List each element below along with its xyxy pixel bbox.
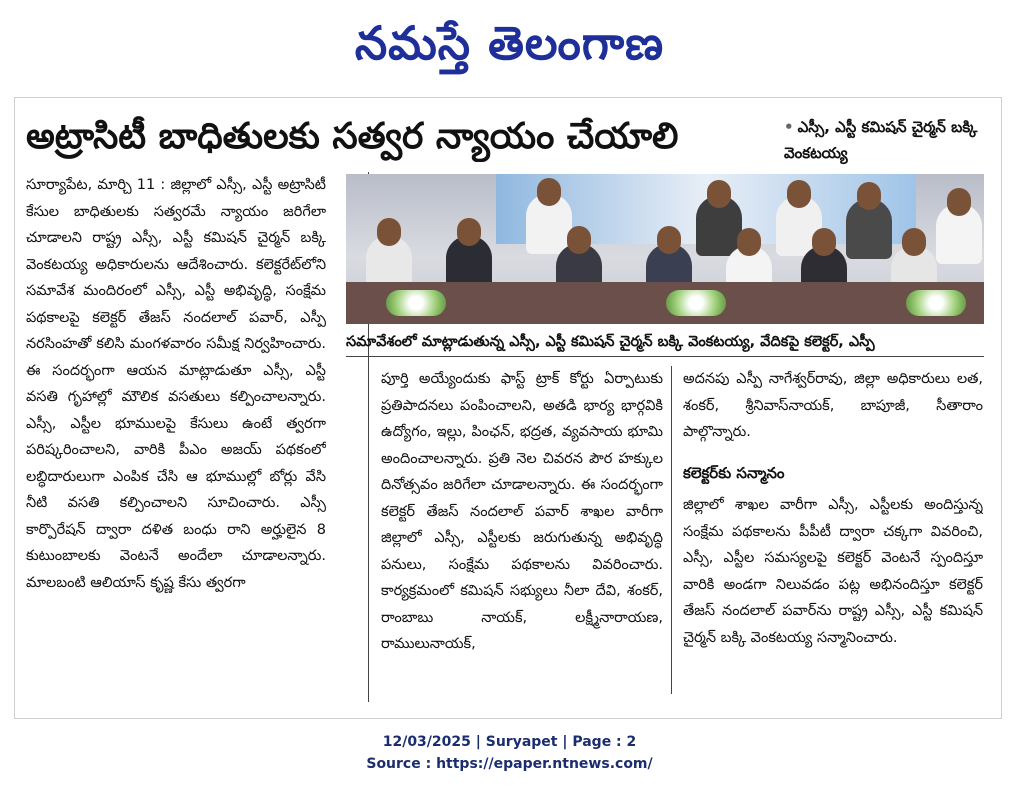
side-story-heading: కలెక్టర్‌కు సన్మానం [683,464,785,482]
person-head [812,228,836,256]
person-head [567,226,591,254]
article-subhead [784,114,994,170]
footer-source-link[interactable]: Source : https://epaper.ntnews.com/ [366,756,653,772]
person-head [902,228,926,256]
footer-date-line: 12/03/2025 | Suryapet | Page : 2 [382,734,637,750]
photo-caption: సమావేశంలో మాట్లాడుతున్న ఎస్సీ, ఎస్టీ కమిషన్ చైర్మన్ బక్కి వెంకటయ్య, వేదికపై కలెక్టర్, ఎస్పీ [346,328,984,357]
person-head [707,180,731,208]
flower-bouquet [906,290,966,316]
newspaper-masthead: నమస్తే తెలంగాణ [354,16,665,70]
article-photo [346,174,984,324]
flower-bouquet [666,290,726,316]
person-head [857,182,881,210]
person-head [737,228,761,256]
person-head [457,218,481,246]
article-column-3: అదనపు ఎస్పీ నాగేశ్వర్‌రావు, జిల్లా అధికారులు లత, శంకర్, శ్రీనివాస్‌నాయక్, బాపూజీ, సీతారాం పాల్గొన్నారు. [683,371,983,440]
flower-bouquet [386,290,446,316]
column-divider [671,366,672,694]
article-column-2: పూర్తి అయ్యేందుకు ఫాస్ట్ ట్రాక్ కోర్టు ఏర్పాటుకు ప్రతిపాదనలు పంపించాలని, అతడి భార్య భార్గవికి ఉద్యోగం, ఇల్లు, పింఛన్, భద్రత, వ్యవసాయ భూమి అందించాలన్నారు. ప్రతి నెల చివరన పౌర హక్కుల దినోత్సవం జరిగేలా చూడాలన్నారు. ఈ సందర్భంగా కలెక్టర్ తేజస్ నందలాల్ పవార్ శాఖల వారీగా జిల్లాలో ఎస్సీ, ఎస్టీలకు జరుగుతున్న అభివృద్ధి పనులు, సంక్షేమ పథకాలను వివరించారు. కార్యక్రమంలో కమిషన్ సభ్యులు నీలా దేవి, శంకర్, రాంబాబు నాయక్, లక్ష్మీనారాయణ, రాములునాయక్, [381,371,663,652]
person-head [537,178,561,206]
person-head [377,218,401,246]
person-head [657,226,681,254]
article-column-1: సూర్యాపేట, మార్చి 11 : జిల్లాలో ఎస్సీ, ఎస్టీ అట్రాసిటీ కేసుల బాధితులకు సత్వరమే న్యాయం జరిగేలా చూడాలని రాష్ట్ర ఎస్సీ, ఎస్టీ కమిషన్ చైర్మన్ బక్కి వెంకటయ్య అధికారులను ఆదేశించారు. కలెక్టరేట్‌లోని సమావేశ మందిరంలో ఎస్సీ, ఎస్టీ అభివృద్ధి, సంక్షేమ పథకాలపై కలెక్టర్ తేజస్ నందలాల్ పవార్, ఎస్పీ నరసింహతో కలిసి మంగళవారం సమీక్ష నిర్వహించారు. ఈ సందర్భంగా ఆయన మాట్లాడుతూ ఎస్సీ, ఎస్టీ వసతి గృహాల్లో మౌలిక వసతులు కల్పించాలన్నారు. ఎస్సీ, ఎస్టీల భూములపై కేసులు ఉంటే త్వరగా పరిష్కరించాలని, వారికి పీఎం అజయ్ పథకంలో లబ్ధిదారులుగా ఎంపిక చేసి ఆ భూముల్లో బోర్లు వేసి నీటి వసతి కల్పించాలని సూచించారు. ఎస్సీ కార్పొరేషన్ ద్వారా దళిత బంధు రాని అర్హులైన 8 కుటుంబాలకు వెంటనే అందేలా చూడాలన్నారు. మాలబంటి ఆలియాస్ కృష్ణ కేసు త్వరగా [26,177,326,591]
subhead-text: ఎస్సీ, ఎస్టీ కమిషన్ చైర్మన్ బక్కి వెంకటయ్య [784,118,978,162]
bullet-icon: • [784,118,794,136]
side-story-body: జిల్లాలో శాఖల వారీగా ఎస్సీ, ఎస్టీలకు అందిస్తున్న సంక్షేమ పథకాలను పీపీటీ ద్వారా చక్కగా వివరించి, ఎస్సీ, ఎస్టీల సమస్యలపై కలెక్టర్ వెంటనే స్పందిస్తూ వారికి అండగా నిలువడం పట్ల అభినందిస్తూ కలెక్టర్ తేజస్ నందలాల్ పవార్‌ను రాష్ట్ర ఎస్సీ, ఎస్టీ కమిషన్ చైర్మన్ బక్కి వెంకటయ్య సన్మానించారు. [683,497,983,646]
person-head [787,180,811,208]
article-headline: అట్రాసిటీ బాధితులకు సత్వర న్యాయం చేయాలి [26,116,679,157]
person-head [947,188,971,216]
